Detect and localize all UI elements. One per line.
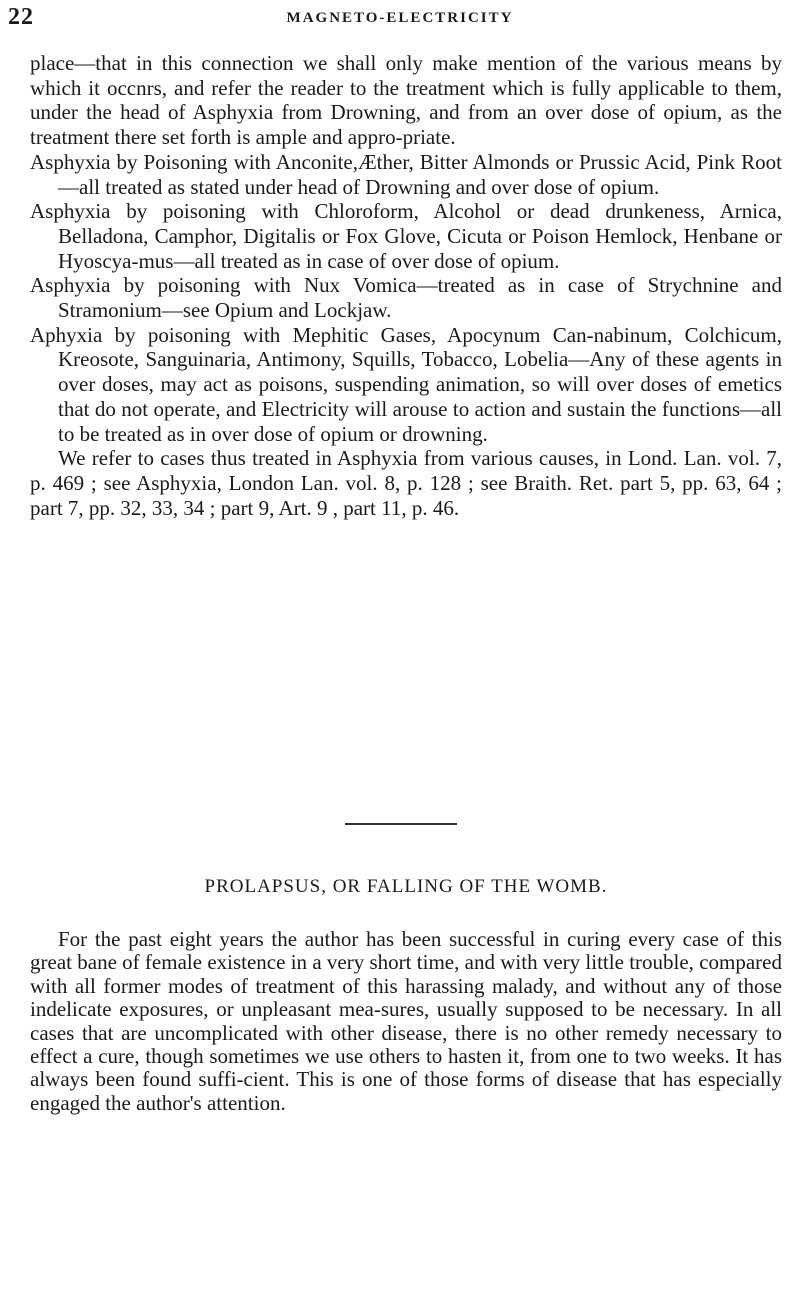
running-title: MAGNETO-ELECTRICITY: [286, 10, 514, 26]
paragraph-continuation: place—that in this connection we shall only make mention of the various means by which it occnrs, and refer the reader to the treatment which is fully applicable to them, under the head of Asphyxia from Drowning, and from an over dose of opium, as the treatment there set forth is ample and appro-priate.: [30, 51, 782, 150]
section-body: [30, 928, 782, 1115]
running-head: [8, 4, 792, 30]
section-divider: [345, 823, 457, 825]
paragraph-aphyxia-mephitic-gases: Aphyxia by poisoning with Mephitic Gases, Apocynum Can-nabinum, Colchicum, Kreosote, Sanguinaria, Antimony, Squills, Tobacco, Lobelia—Any of these agents in over doses, may act as poisons, suspending animation, so will over doses of emetics that do not operate, and Electricity will arouse to action and sustain the functions—all to be treated as in over dose of opium or drowning.: [30, 322, 782, 446]
page-number: 22: [8, 4, 34, 30]
paragraph-asphyxia-anconite: Asphyxia by Poisoning with Anconite,Æther, Bitter Almonds or Prussic Acid, Pink Root—all treated as stated under head of Drowning and over dose of opium.: [30, 149, 782, 199]
body-text: [30, 51, 782, 520]
paragraph-prolapsus: For the past eight years the author has been successful in curing every case of this great bane of female existence in a very short time, and with very little trouble, compared with all former modes of treatment of this harassing malady, and without any of those indelicate exposures, or unpleasant mea-sures, usually supposed to be necessary. In all cases that are uncomplicated with other disease, there is no other remedy necessary to effect a cure, though sometimes we use others to hasten it, from one to two weeks. It has always been found suffi-cient. This is one of those forms of disease that has especially engaged the author's attention.: [30, 927, 782, 1115]
paragraph-references: We refer to cases thus treated in Asphyxia from various causes, in Lond. Lan. vol. 7, p. 469 ; see Asphyxia, London Lan. vol. 8, p. 128 ; see Braith. Ret. part 5, pp. 63, 64 ; part 7, pp. 32, 33, 34 ; part 9, Art. 9 , part 11, p. 46.: [30, 446, 782, 520]
paragraph-asphyxia-nux-vomica: Asphyxia by poisoning with Nux Vomica—treated as in case of Strychnine and Stramonium—see Opium and Lockjaw.: [30, 273, 782, 323]
section-heading: PROLAPSUS, OR FALLING OF THE WOMB.: [204, 876, 608, 897]
paragraph-asphyxia-chloroform: Asphyxia by poisoning with Chloroform, Alcohol or dead drunkeness, Arnica, Belladona, Camphor, Digitalis or Fox Glove, Cicuta or Poison Hemlock, Henbane or Hyoscya-mus—all treated as in case of over dose of opium.: [30, 199, 782, 273]
